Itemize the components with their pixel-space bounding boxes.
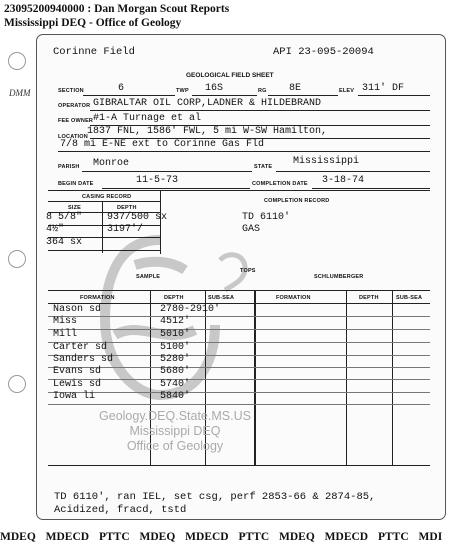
table-row-depth: 5010' <box>160 329 191 340</box>
watermark-url: Geology.DEQ.State.MS.US <box>99 409 251 423</box>
schlumberger-subsea-header: SUB-SEA <box>396 295 423 301</box>
table-row-formation: Evans sd <box>53 366 102 377</box>
table-row-formation: Nason sd <box>53 304 102 315</box>
tops-table-top <box>48 290 430 291</box>
casing-depth-header: DEPTH <box>117 205 137 211</box>
casing-row-rule <box>48 250 160 251</box>
table-row-depth: 5680' <box>160 366 191 377</box>
table-row-depth: 4512' <box>160 316 191 327</box>
twp-underline <box>192 95 257 96</box>
casing-row-rule <box>48 225 160 226</box>
casing-size-1: 8 5/8" <box>46 212 83 223</box>
table-row-formation: Iowa li <box>53 391 96 402</box>
table-row-rule <box>48 316 430 317</box>
casing-col-divider <box>102 201 103 253</box>
completion-date-label: COMPLETION DATE <box>252 181 308 187</box>
fee-owner-value: #1-A Turnage et al <box>93 113 202 124</box>
rg-value: 8E <box>289 83 302 94</box>
parish-value: Monroe <box>93 158 130 169</box>
field-name: Corinne Field <box>53 46 135 58</box>
parish-underline <box>82 171 252 172</box>
rg-underline <box>268 95 338 96</box>
table-row-depth: 5100' <box>160 342 191 353</box>
sample-depth-header: DEPTH <box>164 295 184 301</box>
section-underline <box>83 95 175 96</box>
elev-label: ELEV <box>339 88 355 94</box>
table-row-depth: 5280' <box>160 354 191 365</box>
casing-size-header: SIZE <box>68 205 82 211</box>
fee-owner-label: FEE OWNER <box>58 118 94 124</box>
punch-hole <box>8 250 26 268</box>
table-row-rule <box>48 329 430 330</box>
operator-label: OPERATOR <box>58 103 91 109</box>
table-row-formation: Sanders sd <box>53 354 114 365</box>
punch-hole <box>8 52 26 70</box>
begin-date-underline <box>102 188 250 189</box>
elev-value: 311' DF <box>362 83 405 94</box>
location-line-1: 1837 FNL, 1586' FWL, 5 mi W-SW Hamilton, <box>87 126 328 137</box>
sheet-title: GEOLOGICAL FIELD SHEET <box>186 72 274 79</box>
table-row-depth: 5840' <box>160 391 191 402</box>
table-row-depth: 2780-2910' <box>160 304 221 315</box>
casing-depth-2: 3197'/ <box>107 224 144 235</box>
table-row-formation: Lewis sd <box>53 379 102 390</box>
completion-line-1: TD 6110' <box>242 212 291 223</box>
casing-subrule <box>48 201 160 202</box>
completion-date-underline <box>312 188 430 189</box>
tops-table-header-rule <box>48 303 430 304</box>
table-row-formation: Mill <box>53 329 78 340</box>
operator-value: GIBRALTAR OIL CORP,LADNER & HILDEBRAND <box>93 98 322 109</box>
tops-table-bottom <box>48 465 430 466</box>
casing-top-rule <box>48 190 430 191</box>
initials-mark: DMM <box>9 88 31 98</box>
elev-underline <box>358 95 430 96</box>
schlumberger-depth-header: DEPTH <box>359 295 379 301</box>
remarks-line-1: TD 6110', ran IEL, set csg, perf 2853-66 & 2874-85, <box>54 491 376 503</box>
table-row-formation: Carter sd <box>53 342 108 353</box>
casing-size-2: 4½" <box>46 224 65 235</box>
api-number: API 23-095-20094 <box>273 46 374 58</box>
location-label: LOCATION <box>58 134 88 140</box>
sample-formation-header: FORMATION <box>80 295 115 301</box>
watermark-office: Office of Geology <box>126 439 224 453</box>
twp-value: 16S <box>205 83 224 94</box>
tops-heading: TOPS <box>240 268 256 274</box>
section-label: SECTION <box>58 88 84 94</box>
begin-date-label: BEGIN DATE <box>58 181 94 187</box>
begin-date-value: 11-5-73 <box>136 175 179 186</box>
casing-size-3: 364 sx <box>46 237 83 248</box>
table-row-depth: 5740' <box>160 379 191 390</box>
location-line-2: 7/8 mi E-NE ext to Corinne Gas Fld <box>60 139 265 150</box>
state-value: Mississippi <box>293 156 360 167</box>
sample-heading: SAMPLE <box>136 274 161 280</box>
state-underline <box>276 171 430 172</box>
section-value: 6 <box>118 83 125 94</box>
operator-underline <box>90 110 430 111</box>
watermark-agency: Mississippi DEQ <box>129 424 221 438</box>
table-row-rule <box>48 379 430 380</box>
twp-label: TWP <box>176 88 189 94</box>
table-row-rule <box>48 392 430 393</box>
table-row-formation: Miss <box>53 316 78 327</box>
casing-record-heading: CASING RECORD <box>82 194 132 200</box>
report-title: 23095200940000 : Dan Morgan Scout Reports <box>4 3 230 15</box>
completion-line-2: GAS <box>242 224 261 235</box>
schlumberger-formation-header: FORMATION <box>276 295 311 301</box>
remarks-line-2: Acidized, fracd, tstd <box>54 504 187 516</box>
report-subtitle: Mississippi DEQ - Office of Geology <box>4 17 182 29</box>
table-row-rule <box>48 367 430 368</box>
casing-depth-1: 937/500 sx <box>107 212 168 223</box>
table-row-rule <box>48 404 430 405</box>
state-label: STATE <box>254 164 273 170</box>
footer-watermark-strip: MDEQ MDECD PTTC MDEQ MDECD PTTC MDEQ MDECD PTTC MDI <box>0 531 443 543</box>
parish-label: PARISH <box>58 164 80 170</box>
completion-record-heading: COMPLETION RECORD <box>264 198 330 204</box>
punch-hole <box>8 375 26 393</box>
completion-date-value: 3-18-74 <box>322 175 365 186</box>
location-underline-2 <box>58 151 430 152</box>
rg-label: RG <box>258 88 267 94</box>
schlumberger-heading: SCHLUMBERGER <box>314 274 364 280</box>
sample-subsea-header: SUB-SEA <box>208 295 235 301</box>
